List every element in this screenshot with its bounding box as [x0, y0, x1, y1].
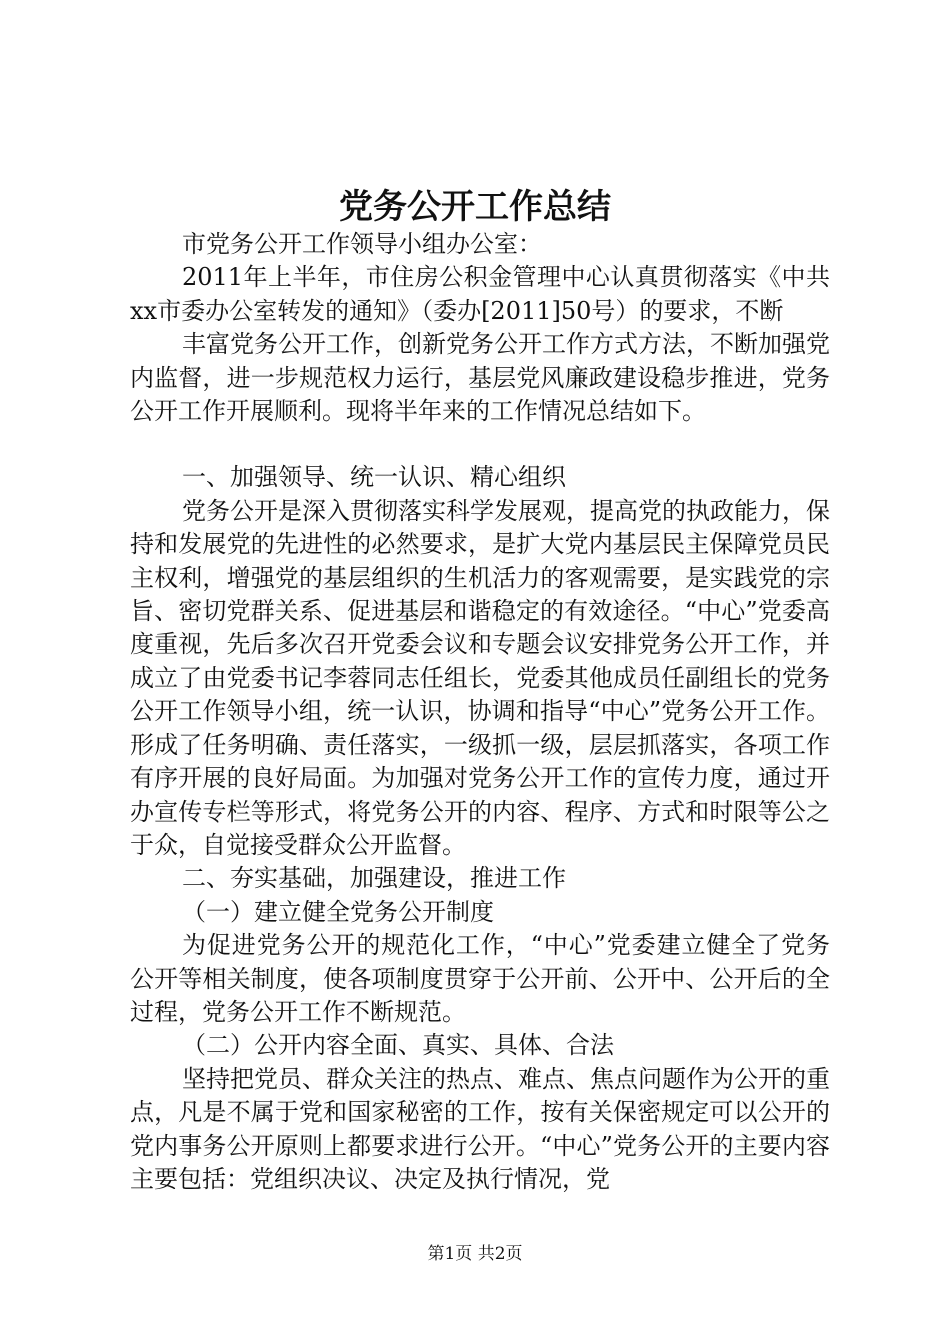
- paragraph-spacer: [130, 428, 830, 461]
- intro-paragraph: 2011年上半年，市住房公积金管理中心认真贯彻落实《中共xx市委办公室转发的通知》（委办[2011]50号）的要求，不断: [130, 263, 830, 325]
- subsection-1-paragraph: 为促进党务公开的规范化工作，“中心”党委建立健全了党务公开等相关制度，使各项制度贯穿于公开前、公开中、公开后的全过程，党务公开工作不断规范。: [130, 931, 830, 1026]
- section-heading-1: 一、加强领导、统一认识、精心组织: [182, 463, 566, 492]
- intro-continuation-paragraph: 丰富党务公开工作，创新党务公开工作方式方法，不断加强党内监督，进一步规范权力运行，基层党风廉政建设稳步推进，党务公开工作开展顺利。现将半年来的工作情况总结如下。: [130, 330, 830, 426]
- subsection-heading-2: （二）公开内容全面、真实、具体、合法: [182, 1031, 614, 1060]
- salutation: 市党务公开工作领导小组办公室：: [182, 230, 542, 258]
- subsection-heading-1: （一）建立健全党务公开制度: [182, 897, 494, 926]
- page-footer: 第1页 共2页: [427, 1244, 523, 1264]
- document-body: [130, 228, 830, 1196]
- section-heading-2: 二、夯实基础，加强建设，推进工作: [182, 864, 566, 893]
- section-1-paragraph: 党务公开是深入贯彻落实科学发展观，提高党的执政能力，保持和发展党的先进性的必然要求，是扩大党内基层民主保障党员民主权利，增强党的基层组织的生机活力的客观需要，是实践党的宗旨、密切党群关系、促进基层和谐稳定的有效途径。“中心”党委高度重视，先后多次召开党委会议和专题会议安排党务公开工作，并成立了由党委书记李蓉同志任组长，党委其他成员任副组长的党务公开工作领导小组，统一认识，协调和指导“中心”党务公开工作。形成了任务明确、责任落实，一级抓一级，层层抓落实，各项工作有序开展的良好局面。为加强对党务公开工作的宣传力度，通过开办宣传专栏等形式，将党务公开的内容、程序、方式和时限等公之于众，自觉接受群众公开监督。: [130, 496, 830, 859]
- subsection-2-paragraph: 坚持把党员、群众关注的热点、难点、焦点问题作为公开的重点，凡是不属于党和国家秘密的工作，按有关保密规定可以公开的党内事务公开原则上都要求进行公开。“中心”党务公开的主要内容主要包括：党组织决议、决定及执行情况，党: [130, 1064, 830, 1193]
- document-title: 党务公开工作总结: [339, 187, 611, 227]
